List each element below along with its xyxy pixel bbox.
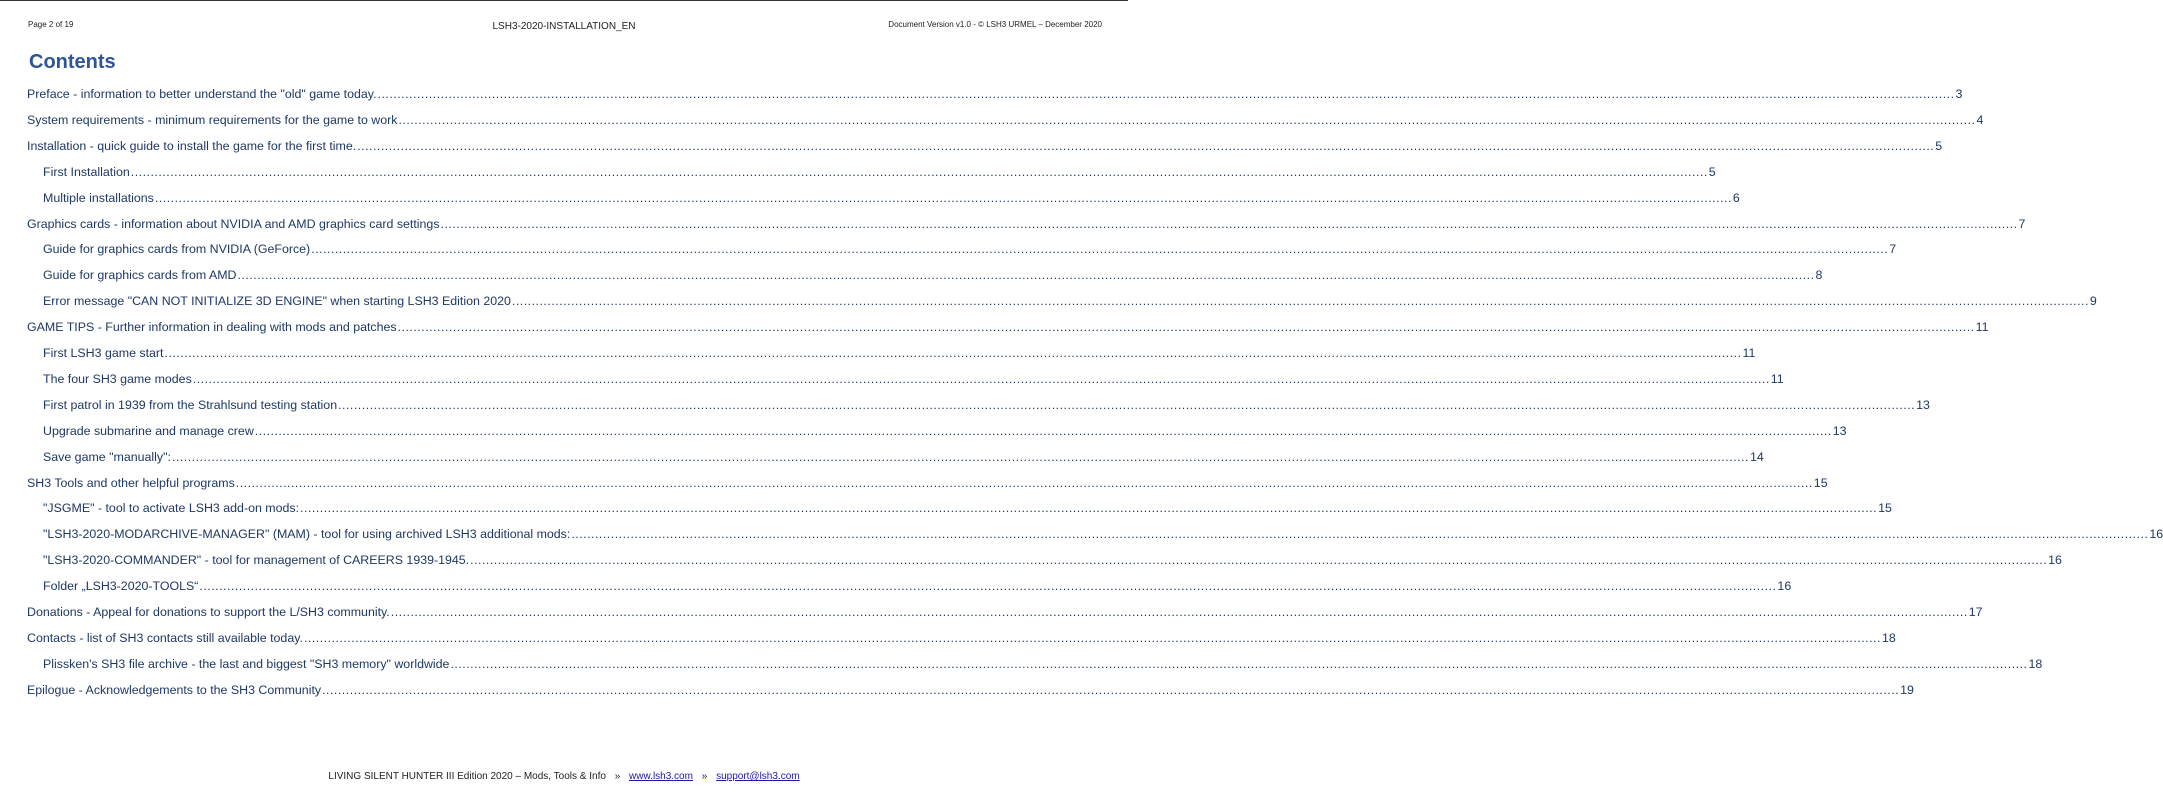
toc-entry-page: 14 (1749, 449, 1764, 464)
toc-leader-dots: ................................................................................................................................................................................................................................................................................................................................................................................................................ (237, 268, 1815, 283)
toc-leader-dots: ................................................................................................................................................................................................................................................................................................................................................................................................................ (470, 553, 2048, 568)
toc-entry-title: Multiple installations (43, 190, 154, 205)
toc-entry[interactable] (43, 397, 1930, 418)
toc-leader-dots: ................................................................................................................................................................................................................................................................................................................................................................................................................ (440, 216, 2018, 231)
toc-entry-page: 19 (1900, 682, 1914, 697)
toc-leader-dots: ................................................................................................................................................................................................................................................................................................................................................................................................................ (300, 501, 1878, 516)
toc-entry[interactable] (43, 242, 1897, 262)
toc-entry[interactable] (27, 87, 1963, 107)
toc-leader-dots: ................................................................................................................................................................................................................................................................................................................................................................................................................ (357, 138, 1935, 153)
toc-entry-title: Contacts - list of SH3 contacts still available today. (27, 630, 303, 645)
toc-entry-title: Guide for graphics cards from AMD (43, 268, 237, 283)
toc-entry-page: 7 (1889, 242, 1897, 257)
page-number: Page 2 of 19 (28, 20, 74, 29)
toc-entry[interactable] (43, 164, 1716, 185)
toc-leader-dots: ................................................................................................................................................................................................................................................................................................................................................................................................................ (171, 449, 1749, 464)
toc-entry-title: Guide for graphics cards from NVIDIA (GeForce) (43, 242, 311, 257)
toc-entry[interactable] (27, 320, 1989, 340)
toc-entry[interactable] (27, 475, 1828, 496)
toc-entry-page: 11 (1742, 346, 1756, 360)
toc-entry-title: "LSH3-2020-COMMANDER" - tool for management of CAREERS 1939-1945. (43, 553, 470, 568)
toc-entry[interactable] (27, 682, 1914, 703)
toc-entry-title: First Installation (43, 164, 130, 179)
footer-separator: » (701, 771, 708, 782)
toc-leader-dots: ................................................................................................................................................................................................................................................................................................................................................................................................................ (571, 527, 2149, 542)
toc-entry-page: 13 (1916, 397, 1930, 412)
toc-entry[interactable] (43, 501, 1892, 521)
toc-leader-dots: ................................................................................................................................................................................................................................................................................................................................................................................................................ (199, 579, 1777, 594)
toc-entry-title: Save game "manually": (43, 449, 171, 464)
toc-entry[interactable] (43, 553, 2062, 573)
toc-entry[interactable] (27, 216, 2026, 237)
toc-leader-dots: ................................................................................................................................................................................................................................................................................................................................................................................................................ (377, 87, 1955, 101)
toc-leader-dots: ................................................................................................................................................................................................................................................................................................................................................................................................................ (322, 682, 1900, 697)
toc-entry-title: Graphics cards - information about NVIDIA and AMD graphics card settings (27, 216, 440, 231)
toc-entry-page: 13 (1832, 423, 1847, 438)
toc-leader-dots: ................................................................................................................................................................................................................................................................................................................................................................................................................ (235, 475, 1813, 490)
toc-entry[interactable] (27, 605, 1983, 625)
toc-entry-page: 16 (1777, 579, 1792, 594)
toc-entry-title: The four SH3 game modes (43, 371, 192, 386)
toc-entry[interactable] (43, 527, 2163, 547)
toc-leader-dots: ................................................................................................................................................................................................................................................................................................................................................................................................................ (338, 397, 1916, 412)
toc-leader-dots: ................................................................................................................................................................................................................................................................................................................................................................................................................ (254, 423, 1832, 438)
toc-entry[interactable] (43, 579, 1792, 599)
toc-entry[interactable] (43, 449, 1764, 470)
footer-separator: » (614, 771, 621, 782)
toc-entry-title: Donations - Appeal for donations to support the L/SH3 community. (27, 605, 390, 619)
footer-text: LIVING SILENT HUNTER III Edition 2020 – Mods, Tools & Info (328, 771, 606, 782)
toc-entry[interactable] (43, 190, 1740, 211)
toc-entry-title: SH3 Tools and other helpful programs (27, 475, 235, 490)
toc-entry-page: 6 (1732, 190, 1740, 205)
toc-leader-dots: ................................................................................................................................................................................................................................................................................................................................................................................................................ (154, 190, 1732, 205)
toc-entry-title: "LSH3-2020-MODARCHIVE-MANAGER" (MAM) - tool for using archived LSH3 additional mods: (43, 527, 571, 542)
toc-entry[interactable] (43, 371, 1784, 392)
toc-entry-page: 11 (1770, 371, 1784, 386)
toc-leader-dots: ................................................................................................................................................................................................................................................................................................................................................................................................................ (390, 605, 1968, 619)
toc-entry[interactable] (43, 268, 1823, 288)
toc-entry-page: 11 (1975, 320, 1989, 335)
toc-leader-dots: ................................................................................................................................................................................................................................................................................................................................................................................................................ (398, 112, 1976, 127)
toc-leader-dots: ................................................................................................................................................................................................................................................................................................................................................................................................................ (164, 346, 1742, 360)
toc-entry-page: 16 (2048, 553, 2062, 568)
toc-entry-page: 17 (1968, 605, 1983, 619)
toc-entry-page: 5 (1708, 164, 1716, 179)
header-rule (0, 0, 1128, 1)
toc-leader-dots: ................................................................................................................................................................................................................................................................................................................................................................................................................ (511, 294, 2089, 309)
document-name: LSH3-2020-INSTALLATION_EN (492, 21, 636, 32)
toc-entry-title: Error message "CAN NOT INITIALIZE 3D ENGINE" when starting LSH3 Edition 2020 (43, 294, 511, 309)
toc-entry-title: Plissken's SH3 file archive - the last and biggest "SH3 memory" worldwide (43, 656, 450, 671)
toc-entry-page: 18 (1881, 630, 1896, 645)
toc-entry[interactable] (43, 423, 1847, 444)
toc-entry-title: Installation - quick guide to install the game for the first time. (27, 138, 357, 153)
toc-entry-title: GAME TIPS - Further information in dealing with mods and patches (27, 320, 397, 335)
toc-entry-page: 9 (2089, 294, 2097, 309)
toc-leader-dots: ................................................................................................................................................................................................................................................................................................................................................................................................................ (130, 164, 1708, 179)
toc-entry-page: 4 (1976, 112, 1984, 127)
page-footer (0, 771, 1128, 782)
toc-leader-dots: ................................................................................................................................................................................................................................................................................................................................................................................................................ (192, 371, 1770, 386)
toc-entry-title: First patrol in 1939 from the Strahlsund testing station (43, 397, 338, 412)
toc-entry-page: 16 (2149, 527, 2163, 542)
toc-entry-title: "JSGME" - tool to activate LSH3 add-on mods: (43, 501, 300, 516)
toc-leader-dots: ................................................................................................................................................................................................................................................................................................................................................................................................................ (450, 656, 2028, 671)
toc-entry[interactable] (27, 112, 1984, 133)
toc-entry-title: Preface - information to better understand the "old" game today. (27, 87, 377, 101)
toc-entry-page: 5 (1935, 138, 1943, 153)
toc-entry-title: Epilogue - Acknowledgements to the SH3 Community (27, 682, 322, 697)
toc-entry[interactable] (43, 346, 1756, 366)
toc-entry-title: Folder „LSH3-2020-TOOLS“ (43, 579, 199, 594)
toc-leader-dots: ................................................................................................................................................................................................................................................................................................................................................................................................................ (303, 630, 1881, 645)
toc-entry-page: 8 (1815, 268, 1823, 283)
toc-entry[interactable] (27, 138, 1943, 159)
toc-entry-page: 7 (2018, 216, 2026, 231)
toc-entry-title: System requirements - minimum requirements for the game to work (27, 112, 398, 127)
document-version: Document Version v1.0 - © LSH3 URMEL – December 2020 (888, 20, 1102, 29)
toc-entry-page: 3 (1955, 87, 1963, 101)
toc-entry-title: Upgrade submarine and manage crew (43, 423, 254, 438)
support-email-link[interactable]: support@lsh3.com (716, 771, 800, 782)
toc-entry-page: 15 (1878, 501, 1892, 516)
toc-entry-page: 18 (2028, 656, 2043, 671)
page-title: Contents (29, 51, 116, 73)
toc-entry[interactable] (43, 656, 2043, 677)
toc-entry-title: First LSH3 game start (43, 346, 164, 360)
toc-leader-dots: ................................................................................................................................................................................................................................................................................................................................................................................................................ (397, 320, 1975, 335)
toc-entry-page: 15 (1813, 475, 1828, 490)
toc-entry[interactable] (43, 294, 2097, 314)
website-link[interactable]: www.lsh3.com (629, 771, 693, 782)
toc-entry[interactable] (27, 630, 1896, 651)
toc-leader-dots: ................................................................................................................................................................................................................................................................................................................................................................................................................ (311, 242, 1889, 257)
